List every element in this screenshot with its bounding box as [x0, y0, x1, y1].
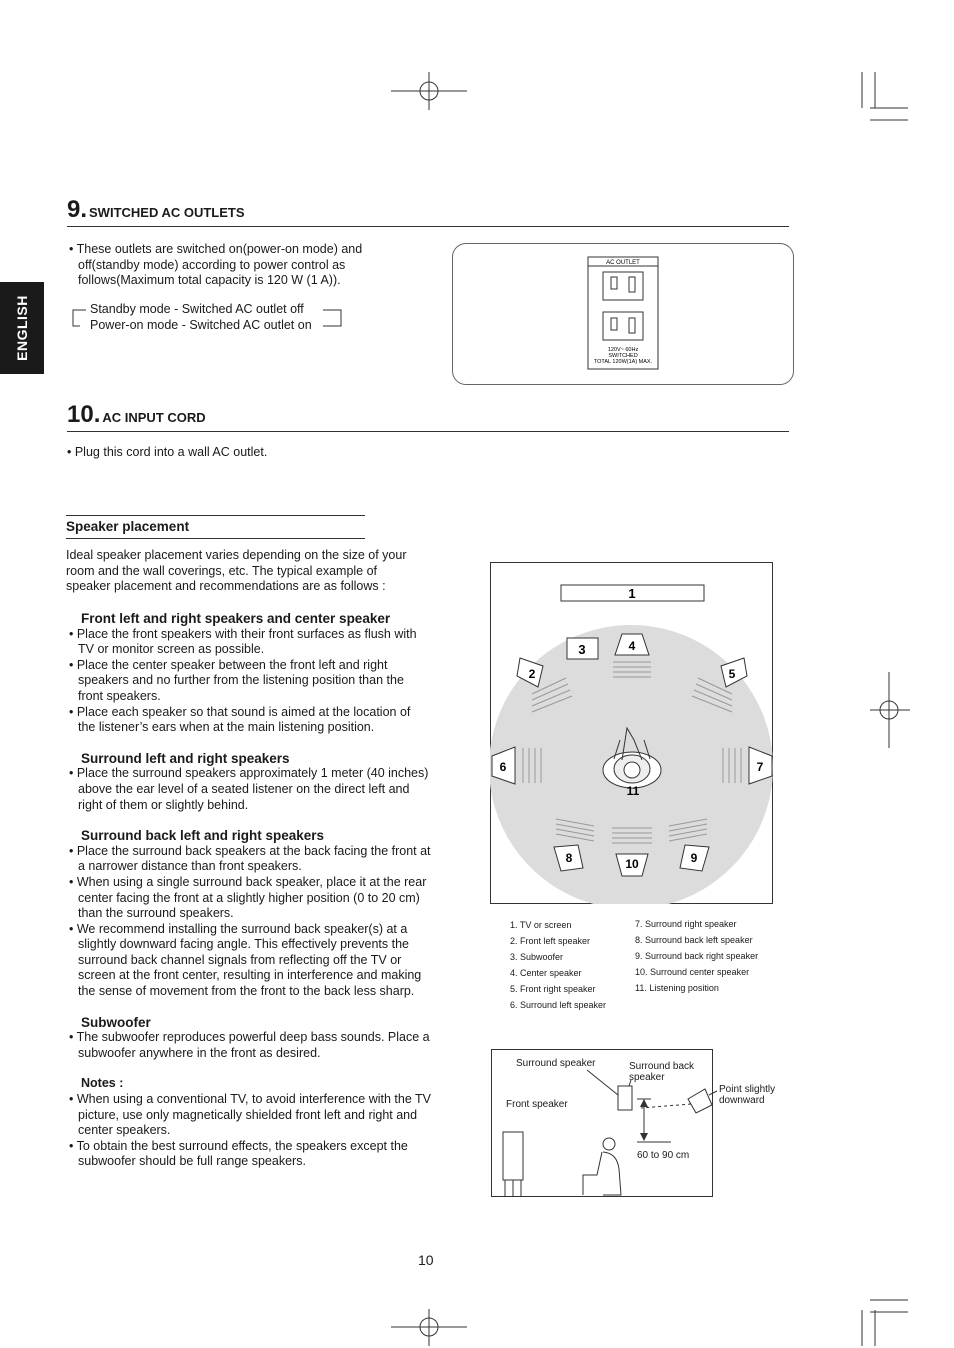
svg-text:120V~ 60Hz: 120V~ 60Hz: [607, 347, 639, 353]
front-bullet-3: • Place each speaker so that sound is aimed at the location of the listener’s ears when at the main listening position.: [69, 704, 411, 735]
legend-item: 6. Surround left speaker: [510, 1000, 607, 1010]
section-10-bullet: • Plug this cord into a wall AC outlet.: [67, 445, 268, 459]
legend-item: 7. Surround right speaker: [635, 919, 737, 929]
standby-line: [72, 302, 344, 332]
poweron-text: Power-on mode - Switched AC outlet on: [90, 318, 312, 332]
notes-bullet-2: • To obtain the best surround effects, the speakers except the subwoofer should be full range speakers.: [69, 1138, 408, 1169]
svg-text:AC OUTLET: AC OUTLET: [606, 260, 640, 266]
svg-text:8: 8: [565, 851, 573, 865]
svg-text:7: 7: [756, 760, 764, 774]
svg-text:5: 5: [728, 667, 736, 681]
speaker-placement-intro: Ideal speaker placement varies depending on the size of your room and the wall coverings, etc. The typical example of speaker placement and recommendations are as follows :: [66, 548, 407, 594]
svg-text:2: 2: [528, 667, 536, 681]
svg-text:10: 10: [625, 857, 639, 871]
language-tab: ENGLISH: [0, 282, 44, 374]
section-9-bullet: • These outlets are switched on(power-on mode) and off(standby mode) according to power control as follows(Maximum total capacity is 120 W (1 A)).: [69, 242, 363, 288]
svg-text:11: 11: [626, 784, 640, 798]
standby-text: Standby mode - Switched AC outlet off: [90, 302, 304, 316]
page-number: 10: [418, 1252, 434, 1268]
ac-outlet-panel: [453, 244, 793, 384]
svg-text:3: 3: [578, 642, 586, 657]
surround-bullet-1: • Place the surround speakers approximately 1 meter (40 inches) above the ear level of a seated listener on the direct left and right of them or slightly behind.: [69, 766, 429, 812]
surround-back-bullet-3: • We recommend installing the surround back speaker(s) at a slightly downward facing angle. This effectively prevents the surround back channel signals from reflecting off the TV or screen at the front center, resulting in interference and making the sense of movement from the front to the back less sharp.: [69, 921, 422, 999]
section-10-title: AC INPUT CORD: [102, 410, 206, 425]
legend-item: 3. Subwoofer: [510, 952, 564, 962]
legend-item: 4. Center speaker: [510, 968, 582, 978]
front-speakers-heading: Front left and right speakers and center speaker: [81, 611, 391, 626]
section-9-heading: [67, 196, 789, 227]
svg-text:9: 9: [690, 851, 698, 865]
legend-item: 9. Surround back right speaker: [635, 951, 759, 961]
side-view-diagram: [491, 1049, 775, 1199]
height-range-label: 60 to 90 cm: [637, 1150, 690, 1161]
surround-back-bullet-2: • When using a single surround back speaker, place it at the rear center facing the front at a slightly higher position (0 to 20 cm) than the surround speakers.: [69, 874, 427, 921]
diagram-legend-left: [510, 917, 606, 1013]
svg-text:4: 4: [628, 639, 636, 653]
svg-text:6: 6: [499, 760, 507, 774]
front-speaker-label: Front speaker: [506, 1099, 568, 1110]
notes-heading: Notes :: [81, 1076, 124, 1091]
front-bullet-1: • Place the front speakers with their front surfaces as flush with TV or monitor screen as possible.: [69, 626, 417, 657]
surround-speaker-label: Surround speaker: [516, 1058, 596, 1069]
legend-item: 2. Front left speaker: [510, 936, 591, 946]
speaker-placement-heading: Speaker placement: [66, 515, 365, 539]
ac-outlet-illustration: [452, 243, 794, 385]
svg-text:1: 1: [628, 586, 636, 601]
diagram-legend-right: [635, 916, 758, 996]
section-9-title: SWITCHED AC OUTLETS: [89, 205, 245, 220]
surround-back-heading: Surround back left and right speakers: [81, 828, 325, 844]
svg-text:TOTAL 120W(1A) MAX.: TOTAL 120W(1A) MAX.: [593, 359, 653, 365]
speaker-guidelines: [67, 611, 431, 1170]
legend-item: 11. Listening position: [635, 983, 719, 993]
surround-back-speaker-label: Surround back speaker: [629, 1061, 695, 1083]
surround-back-bullet-1: • Place the surround back speakers at the back facing the front at a narrower distance than front speakers.: [69, 843, 431, 874]
legend-item: 10. Surround center speaker: [635, 967, 750, 977]
subwoofer-heading: Subwoofer: [81, 1014, 151, 1030]
legend-item: 1. TV or screen: [510, 920, 572, 930]
notes-bullet-1: • When using a conventional TV, to avoid interference with the TV picture, use only magnetically shielded front left and right and center speakers.: [69, 1092, 431, 1138]
front-bullet-2: • Place the center speaker between the front left and right speakers and no further from the listening position than the front speakers.: [69, 657, 404, 703]
legend-item: 5. Front right speaker: [510, 984, 596, 994]
point-downward-label: Point slightly downward: [719, 1084, 776, 1106]
svg-text:SWITCHED: SWITCHED: [608, 353, 638, 359]
section-9-number: 9.: [67, 196, 88, 223]
section-10-heading: [67, 401, 789, 432]
legend-item: 8. Surround back left speaker: [635, 935, 753, 945]
section-10-number: 10.: [67, 401, 101, 428]
subwoofer-bullet-1: • The subwoofer reproduces powerful deep bass sounds. Place a subwoofer anywhere in the front as desired.: [69, 1030, 430, 1060]
surround-speakers-heading: Surround left and right speakers: [81, 750, 290, 766]
speaker-layout-diagram: [490, 562, 774, 906]
